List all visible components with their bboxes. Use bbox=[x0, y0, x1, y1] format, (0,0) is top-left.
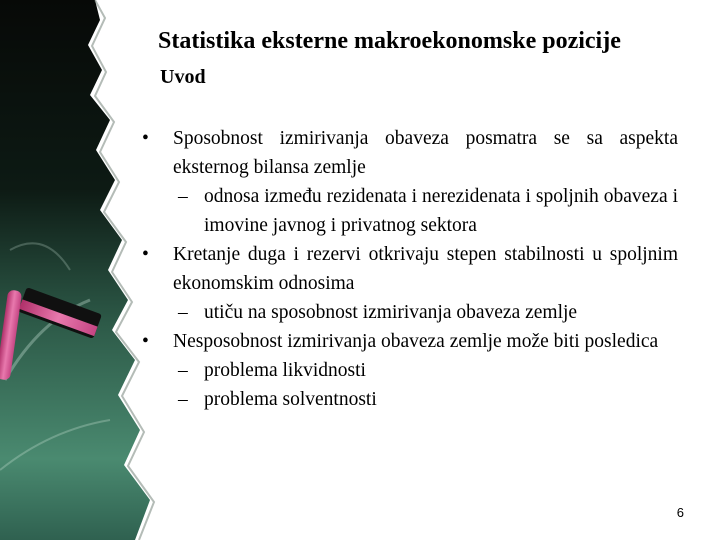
bullet-text: Kretanje duga i rezervi otkrivaju stepen stabilnosti u spoljnim ekonomskim odnosima bbox=[173, 244, 678, 294]
bullet-text: Sposobnost izmirivanja obaveza posmatra se sa aspekta eksternog bilansa zemlje bbox=[173, 128, 678, 178]
bullet-text: Nesposobnost izmirivanja obaveza zemlje može biti posledica bbox=[173, 331, 659, 352]
dash-marker: – bbox=[178, 360, 188, 381]
sub-bullet-item bbox=[142, 298, 678, 327]
sub-bullet-item bbox=[142, 182, 678, 240]
bullet-marker: • bbox=[142, 331, 149, 352]
sub-bullet-item bbox=[142, 356, 678, 385]
sub-bullet-text: utiču na sposobnost izmirivanja obaveza zemlje bbox=[204, 302, 578, 323]
bullet-marker: • bbox=[142, 128, 149, 149]
sub-bullet-text: odnosa između rezidenata i nerezidenata i spoljnih obaveza i imovine javnog i privatnog sektora bbox=[204, 186, 678, 236]
bullet-marker: • bbox=[142, 244, 149, 265]
bullet-item bbox=[142, 124, 678, 182]
slide-subtitle: Uvod bbox=[160, 66, 206, 88]
bullet-item bbox=[142, 327, 678, 356]
dash-marker: – bbox=[178, 389, 188, 410]
bullet-list bbox=[142, 124, 678, 414]
page-number: 6 bbox=[676, 505, 684, 520]
dash-marker: – bbox=[178, 302, 188, 323]
sub-bullet-text: problema likvidnosti bbox=[204, 360, 366, 381]
sub-bullet-text: problema solventnosti bbox=[204, 389, 377, 410]
slide-title: Statistika eksterne makroekonomske pozicije bbox=[158, 28, 621, 54]
dash-marker: – bbox=[178, 186, 188, 207]
bullet-item bbox=[142, 240, 678, 298]
chalkboard-decoration bbox=[0, 0, 160, 540]
sub-bullet-item bbox=[142, 385, 678, 414]
